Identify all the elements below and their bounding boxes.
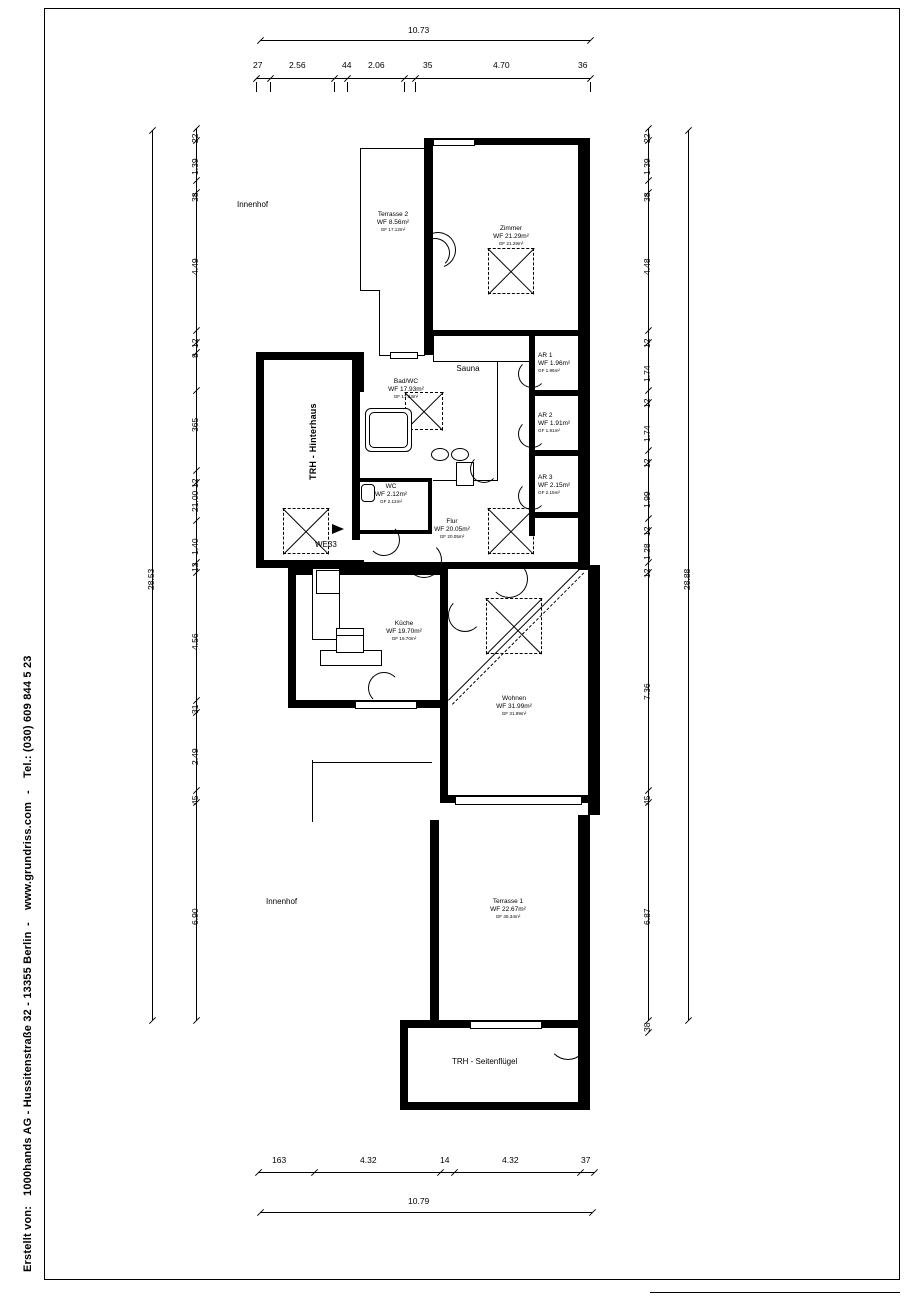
ar2-wf: WF 1.91m² bbox=[538, 420, 571, 428]
wall-wohnen-left bbox=[440, 700, 448, 800]
ar2-gf: GF 1.91m² bbox=[538, 428, 560, 434]
dim-right-seg-8: 12 bbox=[642, 458, 652, 468]
flur-gf: GF 20.05m² bbox=[439, 534, 465, 540]
label-kueche bbox=[376, 620, 432, 642]
dim-top-seg-6: 36 bbox=[578, 60, 588, 70]
wall-terrasse1-left bbox=[430, 820, 439, 1020]
label-flur bbox=[424, 518, 480, 540]
dim-bottom-seg-3: 4.32 bbox=[502, 1155, 519, 1165]
wall-trh-top bbox=[256, 352, 364, 360]
zimmer-gf: GF 21.29m² bbox=[498, 241, 524, 247]
wall-sauna-box-right bbox=[497, 361, 498, 481]
wall-zimmer-left bbox=[424, 145, 433, 180]
dim-top-seg-5: 4.70 bbox=[493, 60, 510, 70]
badwc-wf: WF 17.93m² bbox=[388, 386, 424, 394]
dim-right-seg-5: 1.74 bbox=[642, 365, 652, 382]
dim-right-seg-6: 12 bbox=[642, 398, 652, 408]
wohnen-name: Wohnen bbox=[501, 695, 527, 702]
dim-left-seg-2: 38 bbox=[190, 192, 200, 202]
dim-left-seg-6: 365 bbox=[190, 417, 200, 432]
terrasse2-outline-right bbox=[379, 290, 380, 355]
dim-right-seg-3: 4.48 bbox=[642, 258, 652, 275]
label-ar1 bbox=[538, 352, 580, 374]
unit-text: WE33 bbox=[315, 540, 337, 549]
terrasse1-gf: GF 45.34m² bbox=[495, 914, 521, 920]
credit-phone: Tel.: (030) 609 844 5 23 bbox=[22, 655, 34, 778]
dim-left-seg-7: 12 bbox=[190, 478, 200, 488]
dim-top-chain-line bbox=[256, 78, 590, 79]
wall-terrasse1-right bbox=[578, 815, 590, 1030]
terrasse2-outline-bottom bbox=[360, 290, 380, 291]
dim-left-total: 28.53 bbox=[146, 568, 156, 590]
dim-left-seg-9: 1.40 bbox=[190, 538, 200, 555]
wc-gf: GF 2.12m² bbox=[380, 499, 402, 505]
entrance-arrow-icon bbox=[332, 524, 344, 534]
dim-right-seg-1: 1.39 bbox=[642, 158, 652, 175]
dim-left-seg-1: 1.39 bbox=[190, 158, 200, 175]
bathtub-inner bbox=[369, 412, 408, 448]
wall-kueche-left bbox=[288, 568, 296, 708]
dim-bottom-total: 10.79 bbox=[408, 1196, 430, 1206]
label-zimmer bbox=[480, 225, 542, 247]
label-trh-seitenfluegel bbox=[452, 1057, 517, 1067]
wall-ar-div-1 bbox=[535, 390, 583, 396]
label-unit bbox=[315, 540, 337, 550]
dim-top-seg-3: 2.06 bbox=[368, 60, 385, 70]
window-terrasse2-door bbox=[390, 352, 418, 359]
label-wohnen bbox=[486, 695, 542, 717]
dim-bottom-seg-1: 4.32 bbox=[360, 1155, 377, 1165]
dim-right-seg-10: 12 bbox=[642, 526, 652, 536]
kueche-gf: GF 19.70m² bbox=[391, 636, 417, 642]
label-ar3 bbox=[538, 474, 580, 496]
dim-left-seg-11: 4.56 bbox=[190, 633, 200, 650]
wc-wf: WF 2.12m² bbox=[374, 491, 408, 499]
dim-right-seg-15: 6.87 bbox=[642, 908, 652, 925]
frame-title-rule bbox=[650, 1292, 900, 1293]
dim-left-seg-10: 12 bbox=[190, 562, 200, 572]
ar1-wf: WF 1.96m² bbox=[538, 360, 571, 368]
dim-right-seg-9: 1.99 bbox=[642, 491, 652, 508]
door-flur-kueche-arc bbox=[406, 542, 442, 578]
dim-top-total-line bbox=[260, 40, 590, 41]
dim-bottom-chain-line bbox=[258, 1172, 594, 1173]
window-zimmer-north bbox=[433, 139, 475, 146]
dim-right-seg-14: 45 bbox=[642, 795, 652, 805]
wohnen-wf: WF 31.99m² bbox=[496, 703, 532, 711]
dim-bottom-seg-2: 14 bbox=[440, 1155, 450, 1165]
wall-ar-div-3 bbox=[535, 512, 583, 518]
label-ar2 bbox=[538, 412, 580, 434]
window-seiten-bottom bbox=[470, 1021, 542, 1029]
frame-top bbox=[44, 8, 900, 9]
dim-right-total: 28.88 bbox=[682, 568, 692, 590]
dim-left-seg-5: 8 bbox=[190, 353, 200, 358]
stair-wohnen-symbol bbox=[486, 598, 542, 654]
dim-left-seg-0: 22 bbox=[190, 133, 200, 143]
sink-bad-2 bbox=[451, 448, 469, 461]
zimmer-wf: WF 21.29m² bbox=[493, 233, 529, 241]
badwc-name: Bad/WC bbox=[393, 378, 419, 385]
flur-wf: WF 20.05m² bbox=[434, 526, 470, 534]
door-kueche-arc bbox=[448, 598, 482, 632]
dim-left-seg-13: 2.49 bbox=[190, 748, 200, 765]
door-seiten-arc bbox=[548, 1020, 588, 1060]
innenhof-bottom-text: Innenhof bbox=[266, 897, 298, 906]
kueche-name: Küche bbox=[394, 620, 414, 627]
ar3-name: AR 3 bbox=[538, 474, 553, 481]
credit-prefix: Erstellt von: bbox=[22, 1205, 34, 1272]
dim-right-seg-0: 22 bbox=[642, 133, 652, 143]
label-sauna bbox=[440, 364, 496, 374]
frame-left bbox=[44, 8, 45, 1280]
dim-top-seg-0: 27 bbox=[253, 60, 263, 70]
sink-bad-1 bbox=[431, 448, 449, 461]
frame-bottom bbox=[44, 1279, 900, 1280]
badwc-gf: GF 17.93m² bbox=[393, 394, 419, 400]
dim-left-seg-15: 6.90 bbox=[190, 908, 200, 925]
dim-top-total: 10.73 bbox=[408, 25, 430, 35]
wall-trh-left bbox=[256, 352, 264, 567]
wall-ar-div-2 bbox=[535, 450, 583, 456]
trh-seiten-text: TRH - Seitenflügel bbox=[452, 1057, 518, 1066]
stair-zimmer-symbol bbox=[488, 248, 534, 294]
dim-left-seg-3: 4.49 bbox=[190, 258, 200, 275]
wall-seiten-bottom bbox=[400, 1102, 590, 1110]
dim-right-seg-13: 7.36 bbox=[642, 683, 652, 700]
label-innenhof-top bbox=[237, 200, 268, 210]
credit-website: www.grundriss.com bbox=[22, 801, 34, 910]
terrasse2-gf: GF 17.12m² bbox=[380, 227, 406, 233]
dim-right-seg-2: 38 bbox=[642, 192, 652, 202]
label-wc bbox=[367, 483, 415, 505]
ar1-name: AR 1 bbox=[538, 352, 553, 359]
dim-left-seg-4: 12 bbox=[190, 338, 200, 348]
label-innenhof-bottom bbox=[266, 897, 297, 907]
wall-sauna-left bbox=[433, 336, 434, 362]
kitchen-oven bbox=[336, 635, 364, 653]
label-terrasse2 bbox=[365, 211, 421, 233]
flur-name: Flur bbox=[446, 518, 458, 525]
dim-bottom-total-line bbox=[260, 1212, 592, 1213]
zimmer-name: Zimmer bbox=[499, 225, 523, 232]
innenhof-top-text: Innenhof bbox=[237, 200, 269, 209]
dim-left-seg-12: 31 bbox=[190, 704, 200, 714]
terrasse2-outline-top bbox=[360, 148, 426, 149]
dim-right-seg-7: 1.74 bbox=[642, 425, 652, 442]
wall-zimmer-bottom bbox=[433, 330, 583, 336]
dim-bottom-seg-4: 37 bbox=[581, 1155, 591, 1165]
ar3-wf: WF 2.15m² bbox=[538, 482, 571, 490]
wall-wc-box-top bbox=[360, 478, 432, 482]
dim-bottom-seg-0: 163 bbox=[272, 1155, 287, 1165]
terrasse1-wf: WF 22.67m² bbox=[490, 906, 526, 914]
frame-right bbox=[899, 8, 900, 1280]
dim-right-seg-11: 1.28 bbox=[642, 543, 652, 560]
window-wohnen-south bbox=[455, 796, 582, 805]
door-wohnen-arc bbox=[490, 560, 528, 598]
wall-seiten-left bbox=[400, 1020, 408, 1110]
credit-sep-2: - bbox=[22, 790, 34, 794]
dim-right-seg-12: 12 bbox=[642, 568, 652, 578]
terrasse2-name: Terrasse 2 bbox=[377, 211, 409, 218]
credit-sep-1: - bbox=[22, 922, 34, 926]
label-badwc bbox=[378, 378, 434, 400]
wall-trh-bottom bbox=[256, 560, 364, 568]
label-terrasse1 bbox=[478, 898, 538, 920]
terrasse2-outline-left bbox=[360, 148, 361, 290]
dim-right-seg-16: 38 bbox=[642, 1022, 652, 1032]
stair-flur-symbol bbox=[488, 508, 534, 554]
ar2-name: AR 2 bbox=[538, 412, 553, 419]
door-sauna-arc bbox=[470, 455, 498, 483]
wall-yard-edge-h bbox=[312, 762, 432, 763]
wall-kueche-right bbox=[440, 568, 448, 708]
ar3-gf: GF 2.15m² bbox=[538, 490, 560, 496]
kueche-wf: WF 19.70m² bbox=[386, 628, 422, 636]
door-kueche-terrasse-arc bbox=[368, 672, 400, 704]
door-bad-arc bbox=[368, 524, 400, 556]
dim-left-seg-14: 45 bbox=[190, 795, 200, 805]
credit-company: 1000hands AG - Hussitenstraße 32 - 13355 Berlin bbox=[22, 931, 34, 1196]
dim-top-seg-2: 44 bbox=[342, 60, 352, 70]
sauna-name: Sauna bbox=[456, 364, 480, 373]
label-trh-hinterhaus: TRH - Hinterhaus bbox=[308, 403, 318, 480]
wall-sauna-box-top bbox=[433, 361, 529, 362]
wall-wohnen-right bbox=[588, 565, 600, 815]
wohnen-gf: GF 31.99m² bbox=[501, 711, 527, 717]
dim-top-seg-1: 2.56 bbox=[289, 60, 306, 70]
door-terrasse2-arc bbox=[420, 238, 450, 268]
dim-left-seg-8: 21.00 bbox=[190, 490, 200, 512]
wc-name: WC bbox=[385, 483, 397, 490]
wall-yard-edge-v bbox=[312, 762, 313, 822]
dim-top-seg-4: 35 bbox=[423, 60, 433, 70]
wall-trh-right bbox=[356, 352, 364, 392]
kitchen-hob bbox=[316, 570, 340, 594]
terrasse1-name: Terrasse 1 bbox=[492, 898, 524, 905]
dim-right-seg-4: 12 bbox=[642, 338, 652, 348]
terrasse2-wf: WF 8.56m² bbox=[376, 219, 410, 227]
ar1-gf: GF 1.96m² bbox=[538, 368, 560, 374]
